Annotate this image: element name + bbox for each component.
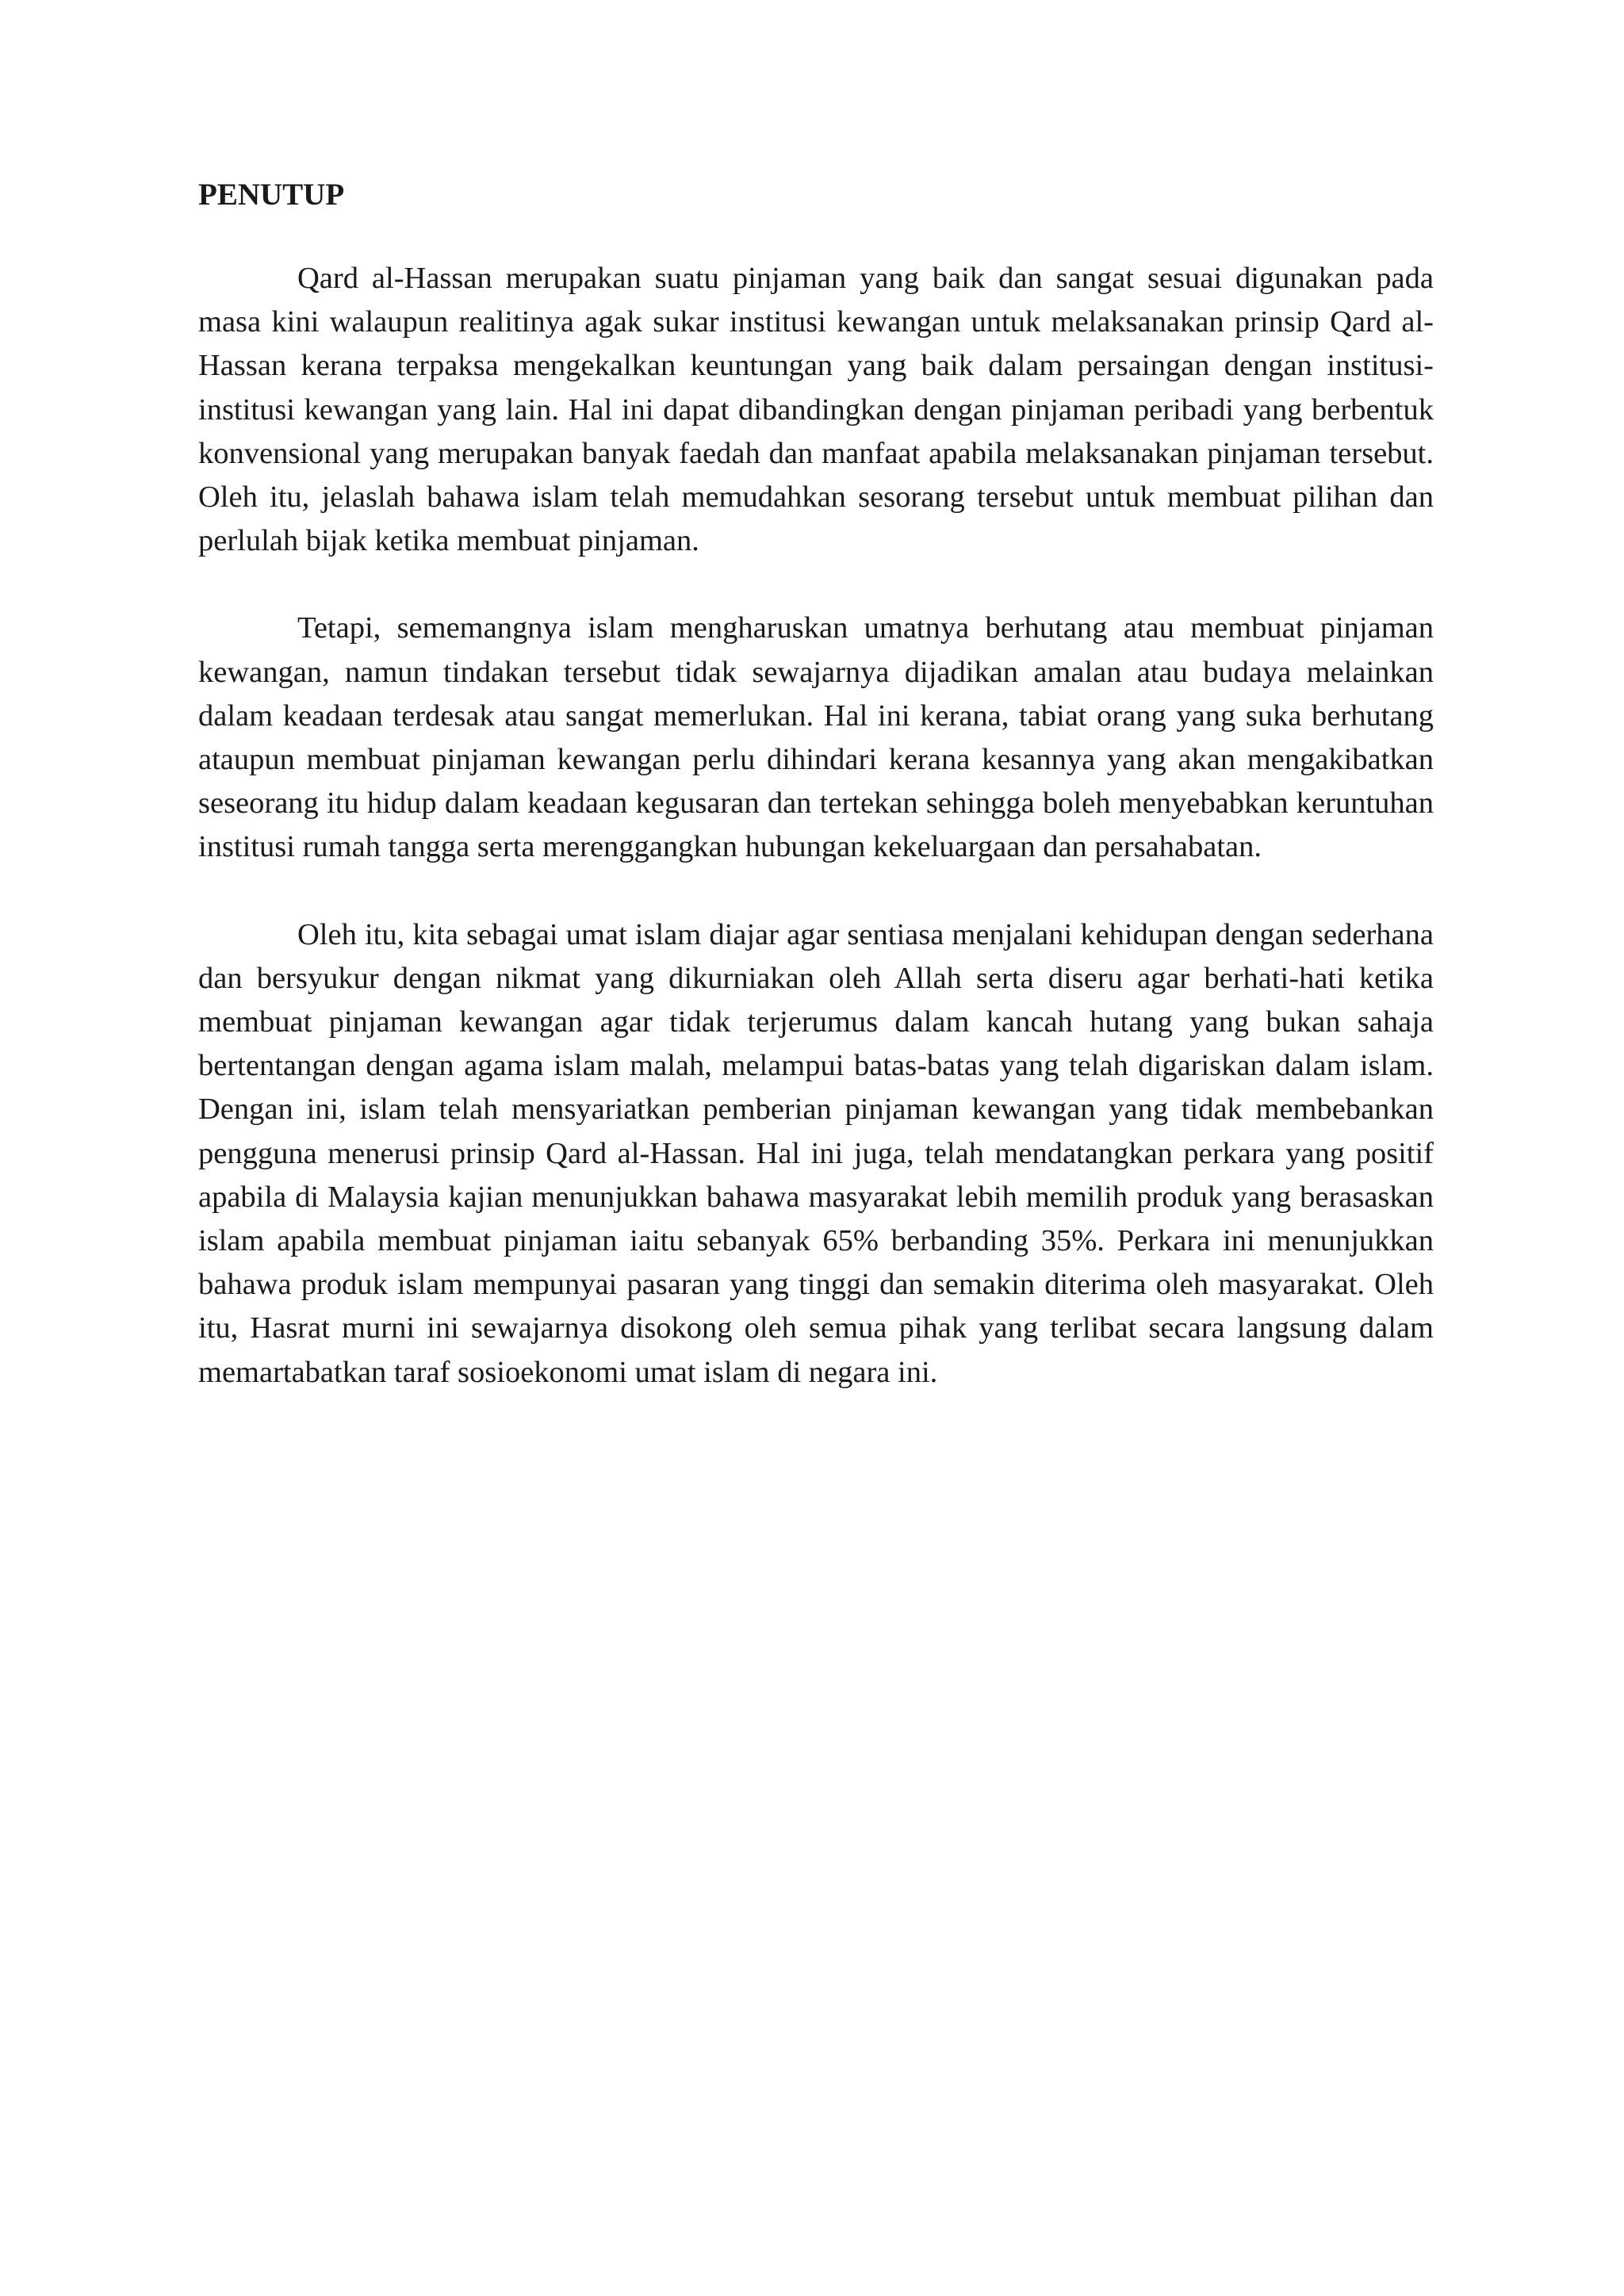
document-body <box>198 173 1434 1438</box>
paragraph-3: Oleh itu, kita sebagai umat islam diajar agar sentiasa menjalani kehidupan dengan sederhana dan bersyukur dengan nikmat yang dikurniakan oleh Allah serta diseru agar berhati-hati ketika membuat pinjaman kewangan agar tidak terjerumus dalam kancah hutang yang bukan sahaja bertentangan dengan agama islam malah, melampui batas-batas yang telah digariskan dalam islam. Dengan ini, islam telah mensyariatkan pemberian pinjaman kewangan yang tidak membebankan pengguna menerusi prinsip Qard al-Hassan. Hal ini juga, telah mendatangkan perkara yang positif apabila di Malaysia kajian menunjukkan bahawa masyarakat lebih memilih produk yang berasaskan islam apabila membuat pinjaman iaitu sebanyak 65% berbanding 35%. Perkara ini menunjukkan bahawa produk islam mempunyai pasaran yang tinggi dan semakin diterima oleh masyarakat. Oleh itu, Hasrat murni ini sewajarnya disokong oleh semua pihak yang terlibat secara langsung dalam memartabatkan taraf sosioekonomi umat islam di negara ini. <box>198 917 1434 1389</box>
paragraph-1: Qard al-Hassan merupakan suatu pinjaman yang baik dan sangat sesuai digunakan pada masa kini walaupun realitinya agak sukar institusi kewangan untuk melaksanakan prinsip Qard al-Hassan kerana terpaksa mengekalkan keuntungan yang baik dalam persaingan dengan institusi-institusi kewangan yang lain. Hal ini dapat dibandingkan dengan pinjaman peribadi yang berbentuk konvensional yang merupakan banyak faedah dan manfaat apabila melaksanakan pinjaman tersebut. Oleh itu, jelaslah bahawa islam telah memudahkan sesorang tersebut untuk membuat pilihan dan perlulah bijak ketika membuat pinjaman. <box>198 262 1434 558</box>
section-heading: PENUTUP <box>198 178 345 212</box>
paragraph-2: Tetapi, sememangnya islam mengharuskan umatnya berhutang atau membuat pinjaman kewangan, namun tindakan tersebut tidak sewajarnya dijadikan amalan atau budaya melainkan dalam keadaan terdesak atau sangat memerlukan. Hal ini kerana, tabiat orang yang suka berhutang ataupun membuat pinjaman kewangan perlu dihindari kerana kesannya yang akan mengakibatkan seseorang itu hidup dalam keadaan kegusaran dan tertekan sehingga boleh menyebabkan keruntuhan institusi rumah tangga serta merenggangkan hubungan kekeluargaan dan persahabatan. <box>198 611 1434 864</box>
